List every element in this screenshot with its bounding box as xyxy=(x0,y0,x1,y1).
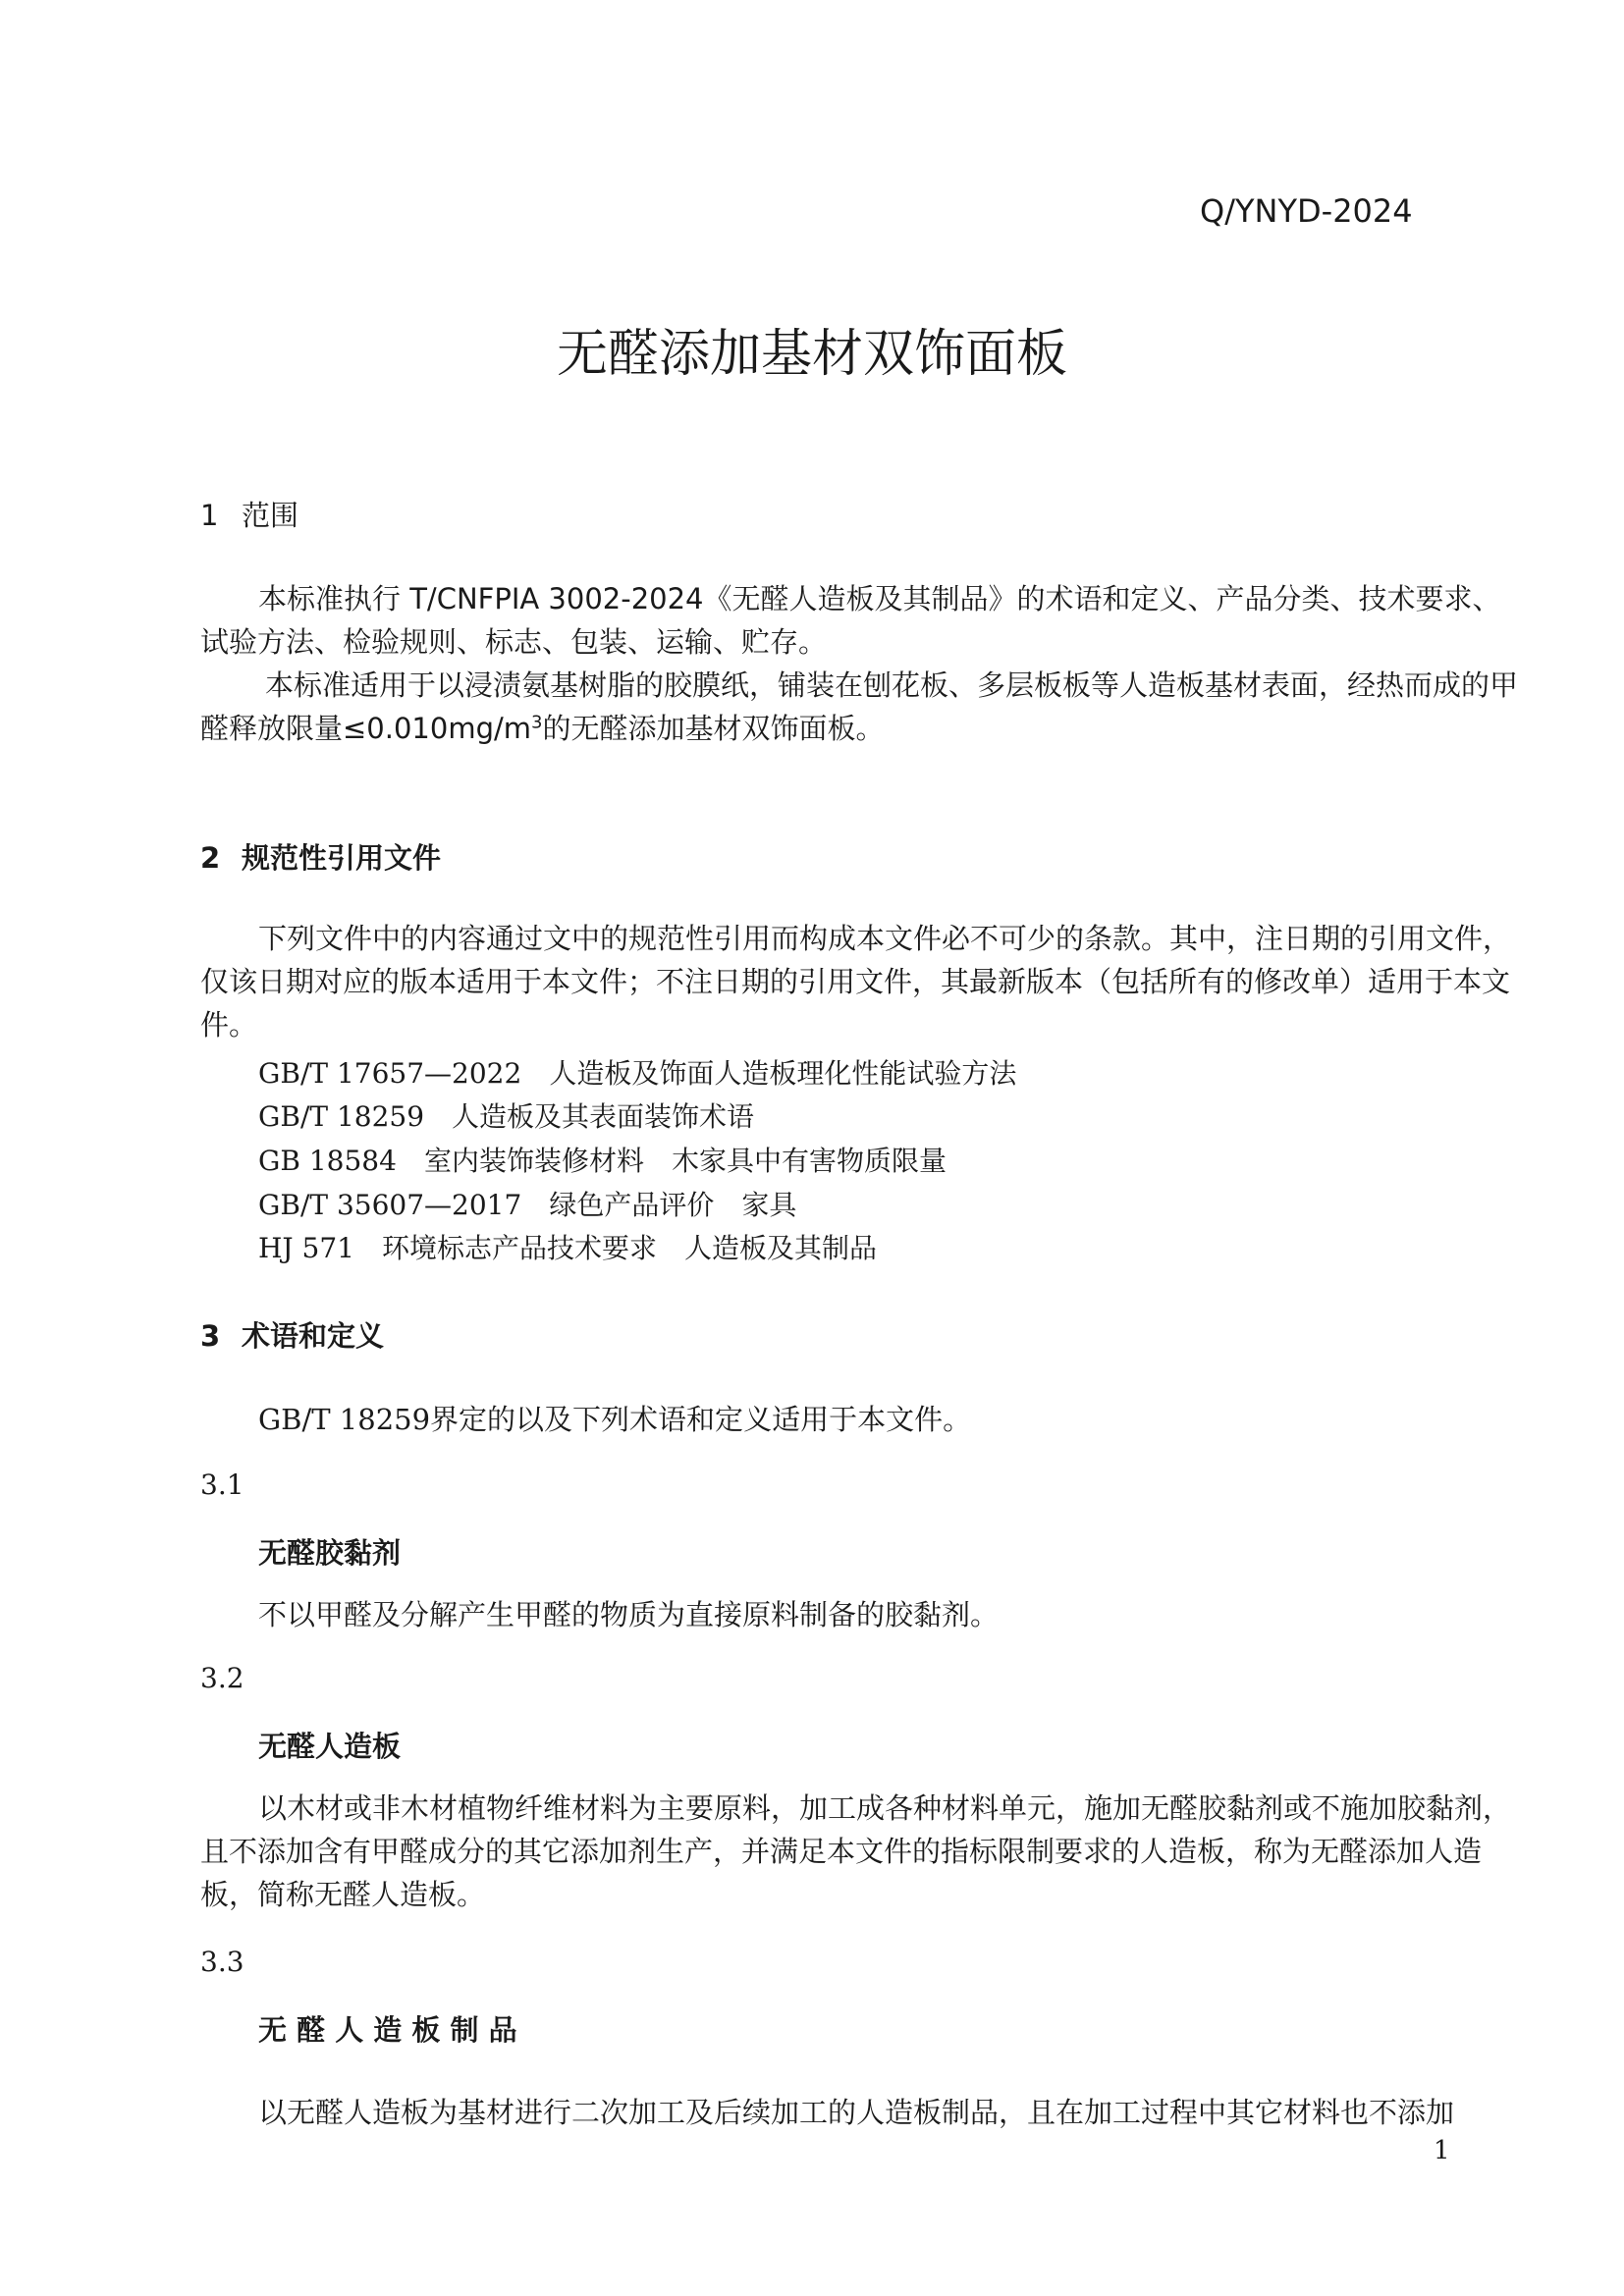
term-name: 无醛胶黏剂 xyxy=(258,1536,402,1570)
section-number: 2 xyxy=(200,841,221,875)
term-definition: 不以甲醛及分解产生甲醛的物质为直接原料制备的胶黏剂。 xyxy=(258,1598,1000,1631)
section-1-paragraph-1: 本标准执行 T/CNFPIA 3002-2024《无醛人造板及其制品》的术语和定义、产品分类、技术要求、试验方法、检验规则、标志、包装、运输、贮存。 xyxy=(200,582,1501,659)
reference-item: GB/T 35607—2017 绿色产品评价 家具 xyxy=(258,1189,797,1221)
section-title: 范围 xyxy=(242,499,299,532)
term-definition: 以无醛人造板为基材进行二次加工及后续加工的人造板制品，且在加工过程中其它材料也不添加 xyxy=(258,2096,1455,2129)
section-1-heading xyxy=(200,494,298,534)
section-3-heading xyxy=(200,1314,384,1355)
term-name: 无醛人造板 xyxy=(258,1730,402,1763)
document-title: 无醛添加基材双饰面板 xyxy=(556,325,1067,384)
section-1-paragraph-2: 本标准适用于以浸渍氨基树脂的胶膜纸，铺装在刨花板、多层板板等人造板基材表面，经热而成的甲醛释放限量$\le 0.010mg/m^3$的无醛添加基材双饰面板。 xyxy=(200,668,1519,745)
page-number: 1 xyxy=(1434,2136,1450,2165)
section-number: 1 xyxy=(200,499,219,532)
section-title: 术语和定义 xyxy=(242,1319,385,1353)
section-title: 规范性引用文件 xyxy=(242,841,442,875)
reference-item: GB/T 17657—2022 人造板及饰面人造板理化性能试验方法 xyxy=(258,1057,1017,1090)
reference-item: GB/T 18259 人造板及其表面装饰术语 xyxy=(258,1100,755,1133)
reference-item: GB 18584 室内装饰装修材料 木家具中有害物质限量 xyxy=(258,1145,947,1177)
section-2-intro: 下列文件中的内容通过文中的规范性引用而构成本文件必不可少的条款。其中，注日期的引用文件，仅该日期对应的版本适用于本文件；不注日期的引用文件，其最新版本（包括所有的修改单）适用于本文件。 xyxy=(200,922,1512,1041)
term-number: 3.1 xyxy=(200,1468,244,1501)
term-number: 3.3 xyxy=(200,1946,244,1978)
term-name: 无 醛 人 造 板 制 品 xyxy=(258,2013,517,2047)
standard-code: Q/YNYD-2024 xyxy=(1200,192,1413,230)
section-number: 3 xyxy=(200,1319,221,1353)
section-2-heading xyxy=(200,836,441,877)
term-number: 3.2 xyxy=(200,1662,244,1694)
section-3-intro: GB/T 18259界定的以及下列术语和定义适用于本文件。 xyxy=(258,1403,972,1436)
term-definition: 以木材或非木材植物纤维材料为主要原料，加工成各种材料单元，施加无醛胶黏剂或不施加胶黏剂，且不添加含有甲醛成分的其它添加剂生产，并满足本文件的指标限制要求的人造板，称为无醛添加人造板，简称无醛人造板。 xyxy=(200,1791,1512,1911)
reference-item: HJ 571 环境标志产品技术要求 人造板及其制品 xyxy=(258,1232,878,1264)
